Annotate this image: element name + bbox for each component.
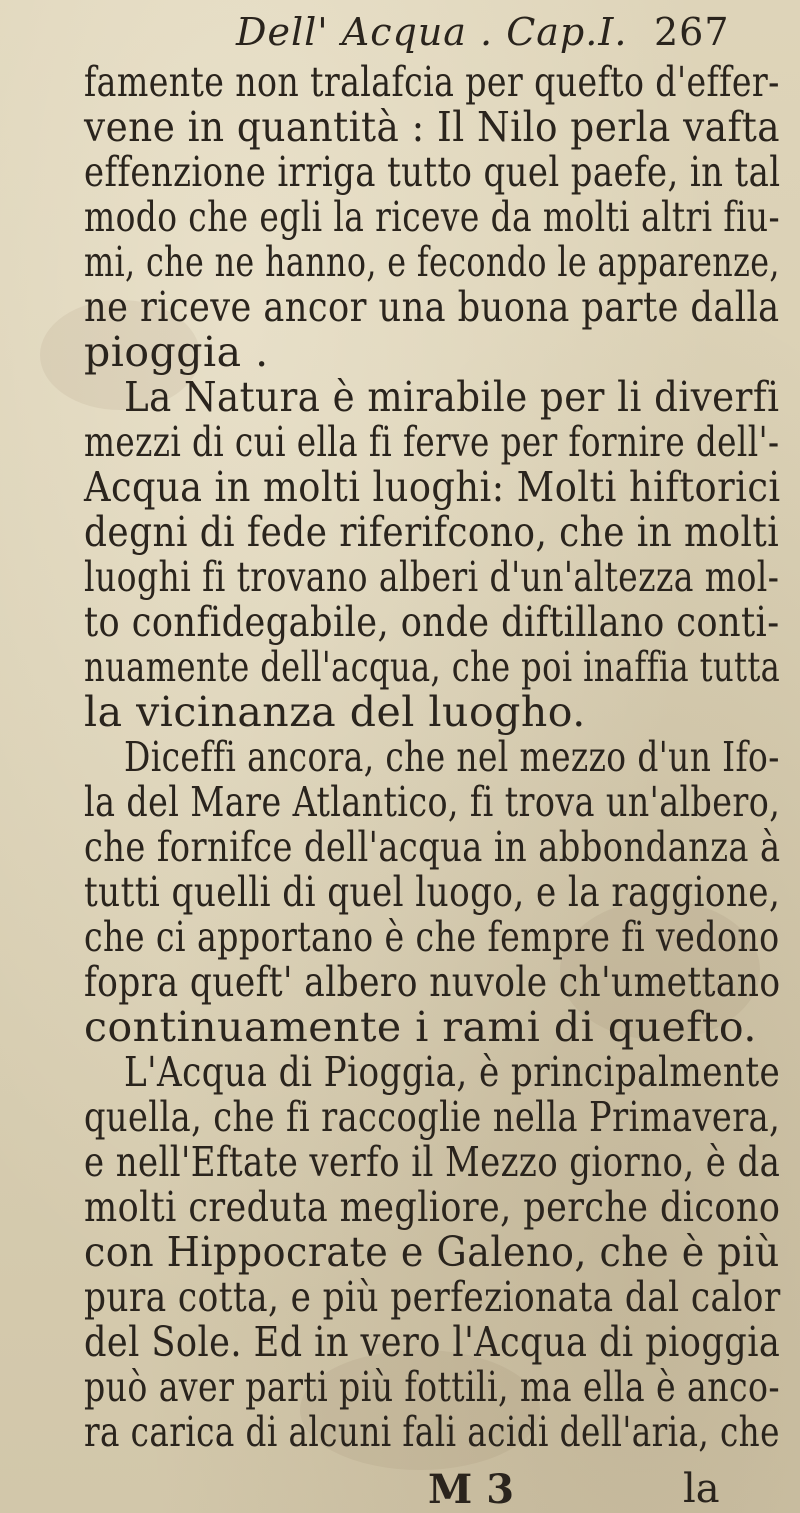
text-line: continuamente i rami di quefto. — [84, 1003, 757, 1051]
text-line: L'Acqua di Pioggia, è principalmente — [124, 1048, 781, 1096]
text-line: la vicinanza del luogho. — [84, 688, 586, 736]
text-line: del Sole. Ed in vero l'Acqua di pioggia — [84, 1318, 781, 1366]
text-line: mezzi di cui ella fi ferve per fornire dell'- — [84, 418, 780, 466]
page-footer — [0, 1466, 800, 1513]
text-line: modo che egli la riceve da molti altri fiu- — [84, 193, 780, 241]
text-line: vene in quantità : Il Nilo perla vafta — [84, 103, 780, 151]
text-line: luoghi fi trovano alberi d'un'altezza mol- — [84, 553, 780, 601]
text-line: può aver parti più fottili, ma ella è anco- — [84, 1363, 780, 1411]
text-line: molti creduta megliore, perche dicono — [84, 1183, 781, 1231]
text-line: famente non tralafcia per quefto d'effer- — [84, 58, 780, 106]
text-line: to confidegabile, onde diftillano conti- — [84, 598, 780, 646]
running-head — [0, 10, 800, 56]
catchword: la — [683, 1466, 720, 1512]
text-line: con Hippocrate e Galeno, che è più — [84, 1228, 780, 1276]
text-line: Diceffi ancora, che nel mezzo d'un Ifo- — [124, 733, 780, 781]
text-line: e nell'Eftate verfo il Mezzo giorno, è da — [84, 1138, 781, 1186]
text-line: ne riceve ancor una buona parte dalla — [84, 283, 780, 331]
text-line: che fornifce dell'acqua in abbondanza à — [84, 823, 781, 871]
text-line: La Natura è mirabile per li diverfi — [124, 373, 780, 421]
text-line: pioggia . — [84, 328, 269, 376]
text-line: che ci apportano è che fempre fi vedono — [84, 913, 780, 961]
text-line: pura cotta, e più perfezionata dal calor — [84, 1273, 781, 1321]
page-number: 267 — [654, 10, 730, 54]
text-line: tutti quelli di quel luogo, e la raggione, — [84, 868, 781, 916]
running-head-title: Dell' Acqua . Cap.I. — [236, 10, 628, 54]
signature-mark: M 3 — [428, 1466, 515, 1513]
text-line: ra carica di alcuni fali acidi dell'aria, che — [84, 1408, 780, 1456]
text-line: quella, che fi raccoglie nella Primavera, — [84, 1093, 781, 1141]
text-line: degni di fede riferifcono, che in molti — [84, 508, 780, 556]
text-line: Acqua in molti luoghi: Molti hiftorici — [84, 463, 781, 511]
text-line: mi, che ne hanno, e fecondo le apparenze, — [84, 238, 780, 286]
text-line: la del Mare Atlantico, fi trova un'albero, — [84, 778, 781, 826]
text-line: nuamente dell'acqua, che poi inaffia tutta — [84, 643, 781, 691]
text-line: effenzione irriga tutto quel paefe, in tal — [84, 148, 781, 196]
text-line: fopra queft' albero nuvole ch'umettano — [84, 958, 781, 1006]
